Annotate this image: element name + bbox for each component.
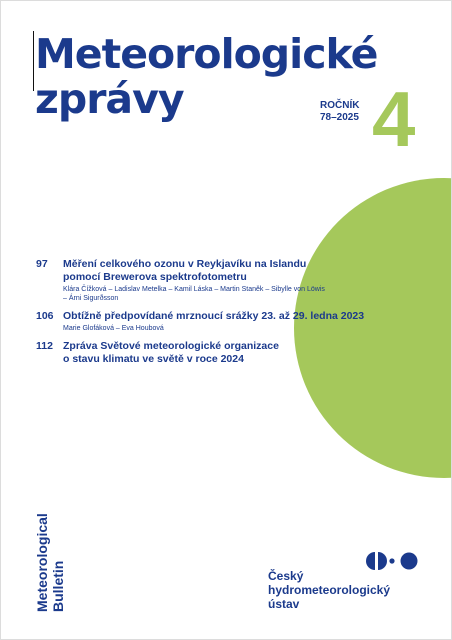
meteorological-bulletin-label — [34, 513, 66, 612]
journal-title-line2: zprávy — [35, 75, 184, 123]
crop-mark — [33, 31, 34, 91]
toc-authors — [63, 324, 416, 333]
toc-entry[interactable] — [36, 310, 416, 333]
journal-title-line1: Meteorologické — [35, 30, 378, 78]
publisher-name — [268, 569, 390, 611]
volume-label-text: ROČNÍK — [320, 100, 360, 111]
volume-label — [320, 100, 359, 124]
toc-title-line: Zpráva Světové meteorologické organizace — [63, 340, 279, 352]
toc-title-line: pomocí Brewerova spektrofotometru — [63, 271, 247, 283]
toc-title-line: o stavu klimatu ve světě v roce 2024 — [63, 353, 244, 365]
publisher-line1: Český — [268, 569, 304, 583]
toc-authors-line: Marie Glofáková – Eva Houbová — [63, 325, 164, 332]
toc-entry[interactable] — [36, 258, 416, 303]
publisher-line2: hydrometeorologický — [268, 583, 391, 597]
toc-authors — [63, 285, 416, 303]
toc-article-title — [63, 310, 416, 323]
toc-page-number: 106 — [36, 310, 54, 322]
table-of-contents — [36, 258, 416, 373]
toc-entry[interactable] — [36, 340, 416, 366]
volume-year: 78–2025 — [320, 112, 359, 123]
issue-number: 4 — [372, 75, 416, 163]
toc-authors-line: – Árni Sigurðsson — [63, 295, 119, 302]
toc-page-number: 112 — [36, 340, 53, 352]
toc-title-line: Měření celkového ozonu v Reykjavíku na Islandu — [63, 258, 307, 270]
toc-article-title — [63, 258, 416, 284]
bulletin-line1: Meteorological — [34, 513, 50, 612]
toc-article-title — [63, 340, 416, 366]
toc-authors-line: Klára Čížková – Ladislav Metelka – Kamil Láska – Martin Staněk – Sibylle von Löwis — [63, 286, 325, 293]
toc-title-line: Obtížně předpovídané mrznoucí srážky 23. až 29. ledna 2023 — [63, 310, 365, 322]
chmu-logo-icon — [366, 552, 418, 570]
publisher-line3: ústav — [268, 597, 300, 611]
toc-page-number: 97 — [36, 258, 48, 270]
bulletin-line2: Bulletin — [50, 560, 66, 612]
